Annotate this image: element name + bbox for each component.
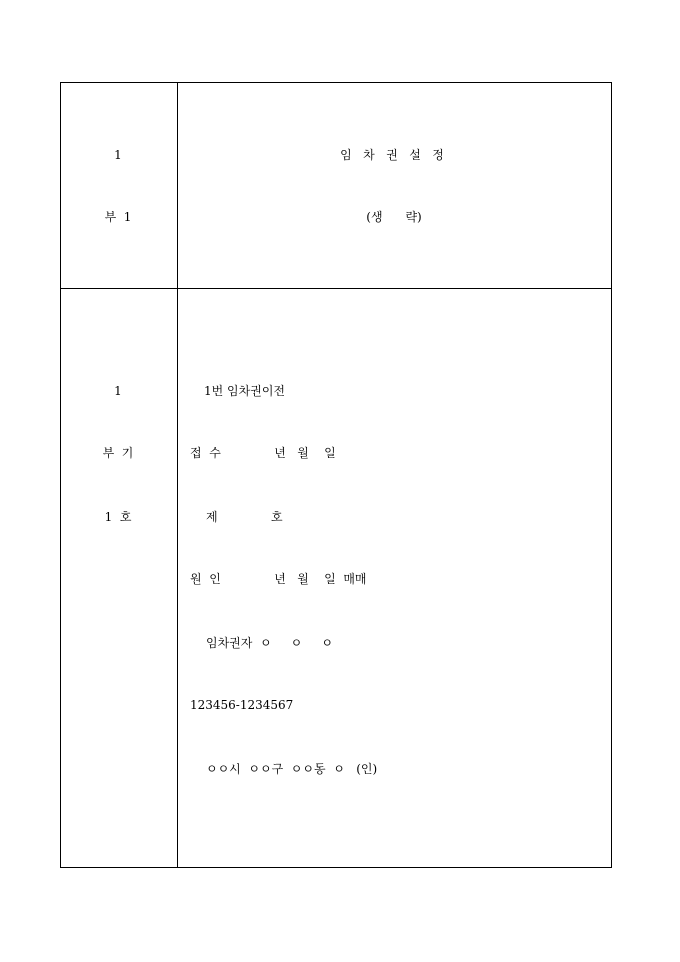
- table-left-border: [60, 82, 61, 868]
- registry-document: [60, 82, 612, 868]
- column-divider: [177, 82, 178, 868]
- table-bottom-border: [60, 867, 612, 868]
- row1-title: 임 차 권 설 정: [340, 148, 444, 162]
- transfer-heading: 1번 임차권이전: [204, 384, 286, 398]
- receipt-number-line: 제 호: [206, 510, 283, 524]
- lessee-line: 임차권자 ㅇ ㅇ ㅇ: [206, 636, 333, 650]
- address-line: ㅇㅇ시 ㅇㅇ구 ㅇㅇ동 ㅇ (인): [206, 762, 378, 776]
- row2-number-label: 1 호: [104, 510, 132, 524]
- row1-subrank: 부 1: [104, 210, 132, 224]
- row1-omitted-note: (생 략): [366, 210, 422, 224]
- registration-number: 123456-1234567: [190, 698, 294, 712]
- receipt-date-line: 접 수 년 월 일: [190, 446, 336, 460]
- cause-line: 원 인 년 월 일 매매: [190, 572, 367, 586]
- table-top-border: [60, 82, 612, 83]
- row1-rank-number: 1: [114, 148, 122, 162]
- row-divider: [60, 288, 612, 289]
- table-right-border: [611, 82, 612, 868]
- row2-rank-number: 1: [114, 384, 122, 398]
- row2-annotation-label: 부 기: [102, 446, 134, 460]
